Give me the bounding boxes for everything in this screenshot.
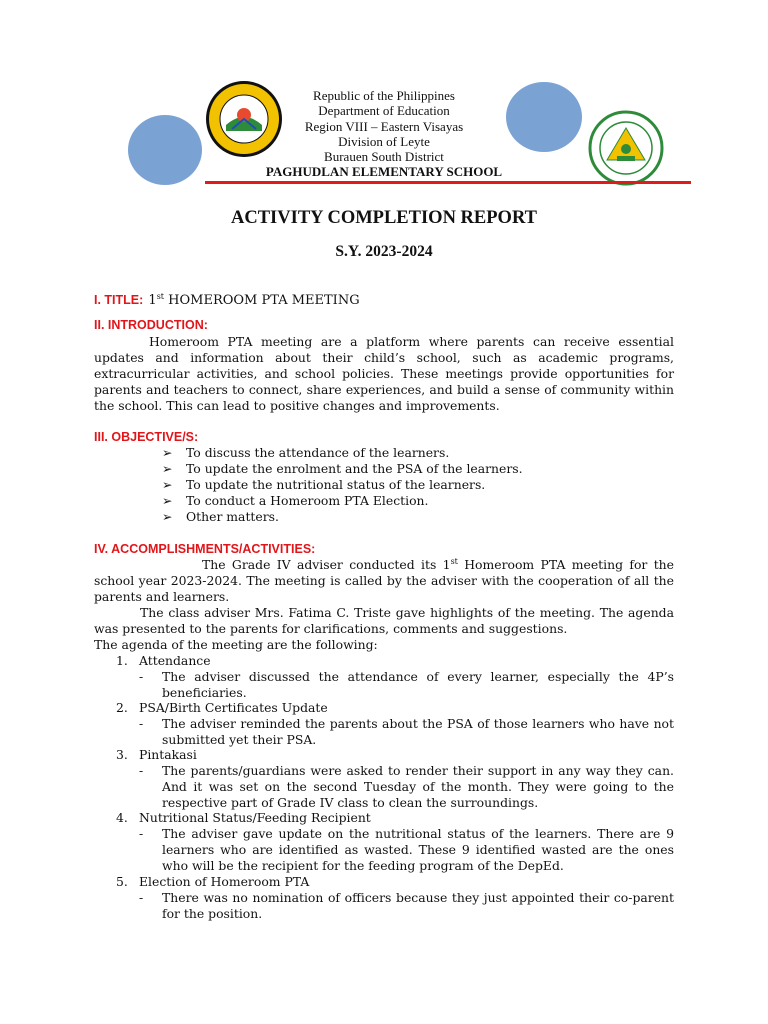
- agenda-dash: -: [139, 890, 144, 905]
- letterhead-line-region: Region VIII – Eastern Visayas: [304, 118, 464, 134]
- arrow-bullet-icon: ➢: [162, 461, 173, 476]
- objectives-list: [162, 445, 523, 525]
- objective-item: ➢ To conduct a Homeroom PTA Election.: [162, 493, 429, 508]
- school-name: PAGHUDLAN ELEMENTARY SCHOOL: [265, 164, 503, 180]
- letterhead-line-district: Burauen South District: [324, 149, 444, 165]
- agenda-item-detail: The parents/guardians were asked to render their support in any way they can. And it was set on the second Tuesday of the month. They were going to the respective part of Grade IV class to clean the surroundings.: [162, 763, 674, 810]
- agenda-dash: -: [139, 669, 144, 684]
- agenda-item-title: 4. Nutritional Status/Feeding Recipient: [116, 810, 371, 825]
- agenda-item-title: 3. Pintakasi: [116, 747, 197, 762]
- section-title-row: [94, 289, 360, 309]
- introduction-paragraph: Homeroom PTA meeting are a platform where parents can receive essential updates and information about their child’s school, such as academic programs, extracurricular activities, and school policies. These meetings provide opportunities for parents and teachers to connect, share experiences, and build a sense of community within the school. This can lead to positive changes and improvements.: [94, 334, 674, 413]
- header-divider: [205, 181, 691, 184]
- agenda-item-detail: The adviser gave update on the nutritional status of the learners. There are 9 learners who are identified as wasted. These 9 identified wasted are the ones who will be the recipient for the feeding program of the DepEd.: [162, 826, 674, 873]
- letterhead-line-republic: Republic of the Philippines: [313, 88, 455, 103]
- agenda-item-detail: There was no nomination of officers because they just appointed their co-parent for the position.: [162, 890, 674, 921]
- report-title: ACTIVITY COMPLETION REPORT: [231, 208, 537, 228]
- agenda-item-title: 2. PSA/Birth Certificates Update: [116, 700, 328, 715]
- objective-item: ➢ To discuss the attendance of the learners.: [162, 445, 450, 460]
- section-objectives-label: III. OBJECTIVE/S:: [94, 430, 199, 444]
- activity-title: 1st HOMEROOM PTA MEETING: [148, 292, 360, 308]
- letterhead-line-deped: Department of Education: [318, 103, 450, 119]
- accomplishments-paragraph-2: The class adviser Mrs. Fatima C. Triste gave highlights of the meeting. The agenda was presented to the parents for clarifications, comments and suggestions.: [94, 605, 674, 636]
- agenda-item-title: 5. Election of Homeroom PTA: [116, 874, 310, 889]
- division-of-leyte-seal-icon: [587, 110, 665, 186]
- agenda-dash: -: [139, 763, 144, 778]
- objective-item: ➢ Other matters.: [162, 509, 279, 524]
- letterhead: [250, 88, 518, 180]
- accomplishments-paragraph-1: The Grade IV adviser conducted its 1st Homeroom PTA meeting for the school year 2023-2024. The meeting is called by the adviser with the cooperation of all the parents and learners.: [94, 557, 674, 604]
- arrow-bullet-icon: ➢: [162, 509, 173, 524]
- agenda-item-detail: The adviser reminded the parents about the PSA of those learners who have not submitted yet their PSA.: [162, 716, 674, 747]
- letterhead-line-division: Division of Leyte: [338, 133, 430, 149]
- objective-item: ➢ To update the enrolment and the PSA of the learners.: [162, 461, 523, 476]
- agenda-item-detail: The adviser discussed the attendance of every learner, especially the 4P’s beneficiaries.: [162, 669, 674, 700]
- section-title-label: I. TITLE:: [94, 293, 144, 307]
- section-accomplishments-label: IV. ACCOMPLISHMENTS/ACTIVITIES:: [94, 542, 316, 556]
- arrow-bullet-icon: ➢: [162, 445, 173, 460]
- agenda-item-title: 1. Attendance: [116, 653, 211, 668]
- agenda-intro: The agenda of the meeting are the following:: [94, 637, 378, 652]
- arrow-bullet-icon: ➢: [162, 477, 173, 492]
- agenda-dash: -: [139, 826, 144, 841]
- school-year: S.Y. 2023-2024: [335, 243, 433, 260]
- left-blue-circle: [128, 115, 202, 185]
- arrow-bullet-icon: ➢: [162, 493, 173, 508]
- agenda-dash: -: [139, 716, 144, 731]
- objective-item: ➢ To update the nutritional status of the learners.: [162, 477, 486, 492]
- section-introduction-label: II. INTRODUCTION:: [94, 318, 208, 332]
